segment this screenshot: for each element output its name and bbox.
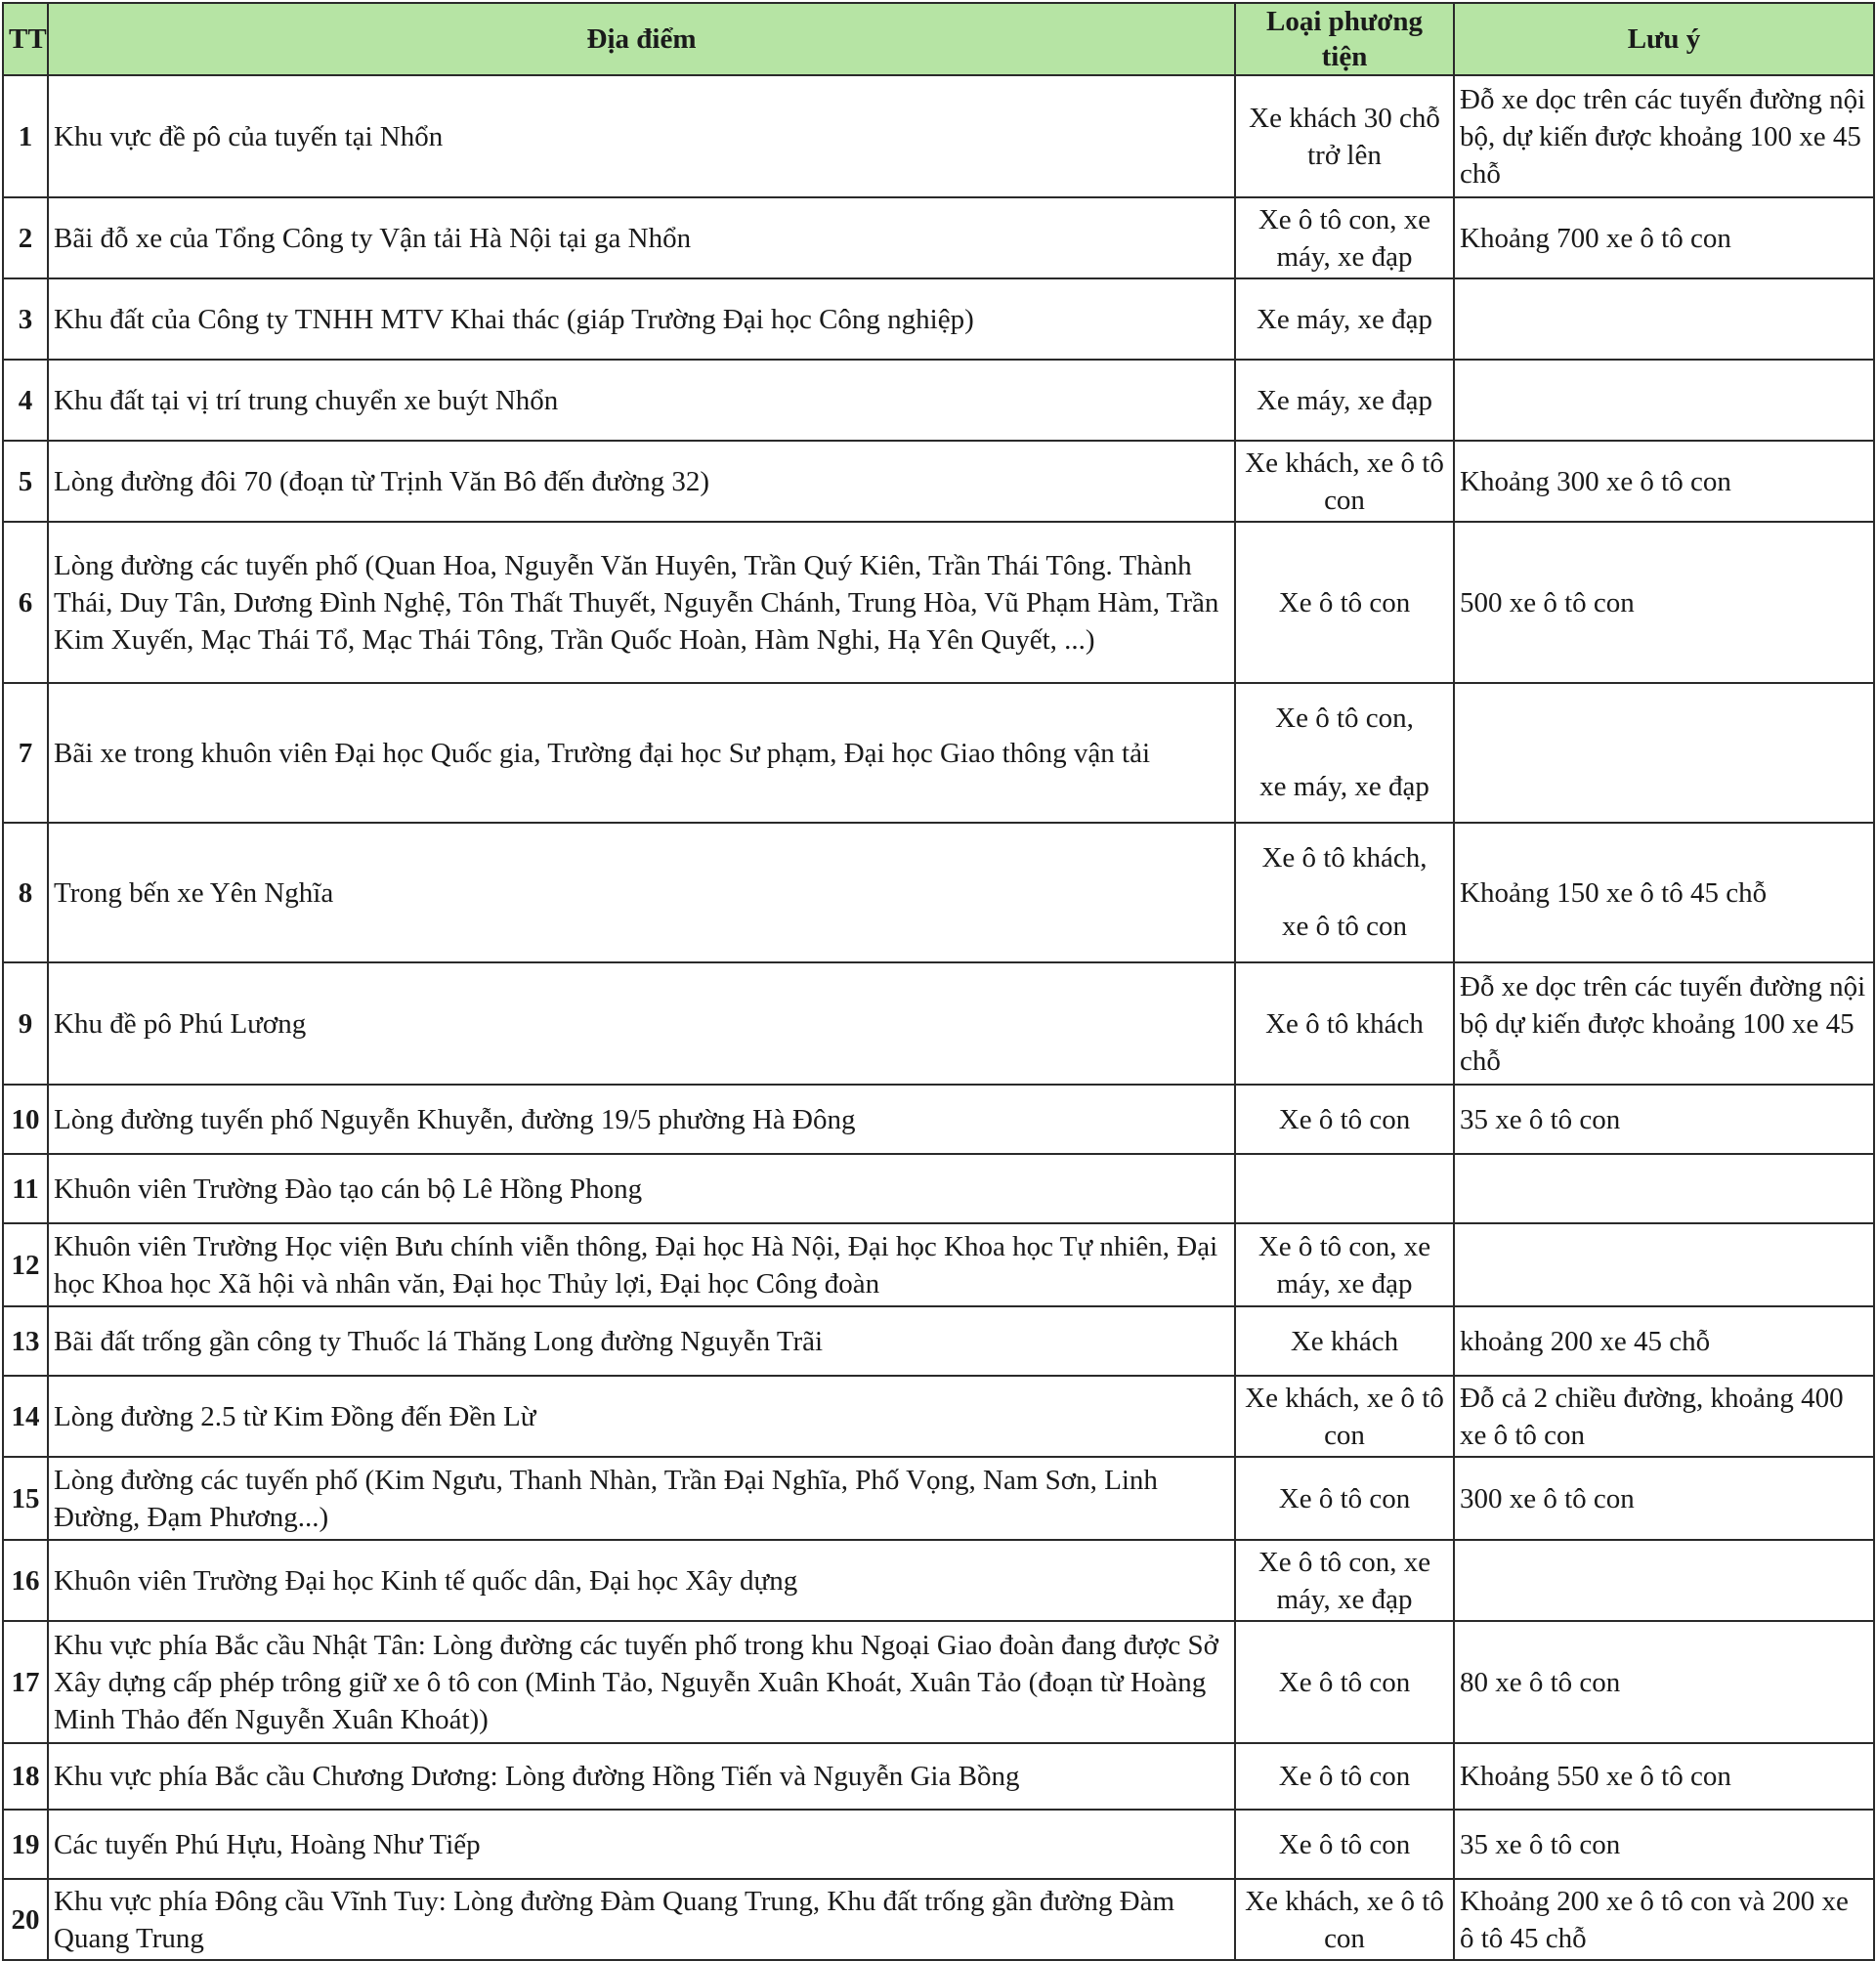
vehicle-type-cell: Xe ô tô con xyxy=(1235,1457,1454,1540)
row-number: 3 xyxy=(3,278,48,360)
row-number: 8 xyxy=(3,823,48,962)
location-cell: Lòng đường đôi 70 (đoạn từ Trịnh Văn Bô đến đường 32) xyxy=(48,441,1235,522)
note-cell: 300 xe ô tô con xyxy=(1454,1457,1874,1540)
header-row xyxy=(3,3,1874,75)
location-cell: Khu vực phía Đông cầu Vĩnh Tuy: Lòng đường Đàm Quang Trung, Khu đất trống gần đường Đàm Quang Trung xyxy=(48,1879,1235,1960)
location-cell: Khu vực đề pô của tuyến tại Nhổn xyxy=(48,75,1235,197)
vehicle-type-cell: Xe máy, xe đạp xyxy=(1235,278,1454,360)
note-cell: 80 xe ô tô con xyxy=(1454,1621,1874,1743)
vehicle-type-cell: Xe máy, xe đạp xyxy=(1235,360,1454,441)
location-cell: Bãi đỗ xe của Tổng Công ty Vận tải Hà Nội tại ga Nhổn xyxy=(48,197,1235,278)
vehicle-type-cell: Xe ô tô con, xe máy, xe đạp xyxy=(1235,1223,1454,1306)
location-cell: Bãi đất trống gần công ty Thuốc lá Thăng Long đường Nguyễn Trãi xyxy=(48,1306,1235,1376)
location-cell: Các tuyến Phú Hựu, Hoàng Như Tiếp xyxy=(48,1810,1235,1879)
row-number: 5 xyxy=(3,441,48,522)
note-cell: Đỗ xe dọc trên các tuyến đường nội bộ, dự kiến được khoảng 100 xe 45 chỗ xyxy=(1454,75,1874,197)
table-row xyxy=(3,823,1874,962)
row-number: 15 xyxy=(3,1457,48,1540)
table-row xyxy=(3,683,1874,823)
row-number: 17 xyxy=(3,1621,48,1743)
note-cell: Khoảng 200 xe ô tô con và 200 xe ô tô 45 chỗ xyxy=(1454,1879,1874,1960)
row-number: 4 xyxy=(3,360,48,441)
vehicle-type-cell: Xe ô tô con xyxy=(1235,522,1454,683)
vehicle-type-line: xe ô tô con xyxy=(1281,911,1408,942)
vehicle-type-cell: Xe khách, xe ô tô con xyxy=(1235,1376,1454,1457)
vehicle-type-cell: Xe khách, xe ô tô con xyxy=(1235,1879,1454,1960)
note-cell: 35 xe ô tô con xyxy=(1454,1810,1874,1879)
vehicle-type-cell: Xe khách, xe ô tô con xyxy=(1235,441,1454,522)
parking-locations-table xyxy=(2,2,1875,1961)
vehicle-type-cell: Xe khách xyxy=(1235,1306,1454,1376)
vehicle-type-cell xyxy=(1235,823,1454,962)
vehicle-type-cell: Xe ô tô con xyxy=(1235,1621,1454,1743)
table-row xyxy=(3,1879,1874,1960)
vehicle-type-line: Xe ô tô con, xyxy=(1275,703,1414,734)
note-cell: Khoảng 300 xe ô tô con xyxy=(1454,441,1874,522)
location-cell: Khu đất của Công ty TNHH MTV Khai thác (giáp Trường Đại học Công nghiệp) xyxy=(48,278,1235,360)
note-cell: 35 xe ô tô con xyxy=(1454,1085,1874,1154)
location-cell: Khuôn viên Trường Đào tạo cán bộ Lê Hồng Phong xyxy=(48,1154,1235,1223)
note-cell: Đỗ xe dọc trên các tuyến đường nội bộ dự kiến được khoảng 100 xe 45 chỗ xyxy=(1454,962,1874,1085)
note-cell xyxy=(1454,1223,1874,1306)
row-number: 13 xyxy=(3,1306,48,1376)
table-row xyxy=(3,962,1874,1085)
vehicle-type-cell: Xe ô tô con xyxy=(1235,1743,1454,1810)
table-row xyxy=(3,1085,1874,1154)
header-tt: TT xyxy=(3,3,48,75)
table-row xyxy=(3,278,1874,360)
vehicle-type-cell: Xe khách 30 chỗ trở lên xyxy=(1235,75,1454,197)
row-number: 14 xyxy=(3,1376,48,1457)
header-note: Lưu ý xyxy=(1454,3,1874,75)
vehicle-type-cell: Xe ô tô con, xe máy, xe đạp xyxy=(1235,197,1454,278)
vehicle-type-line: Xe ô tô khách, xyxy=(1261,842,1428,874)
table-row xyxy=(3,1154,1874,1223)
note-cell: Đỗ cả 2 chiều đường, khoảng 400 xe ô tô con xyxy=(1454,1376,1874,1457)
table-row xyxy=(3,1306,1874,1376)
header-vehicle-type: Loại phương tiện xyxy=(1235,3,1454,75)
table-row xyxy=(3,522,1874,683)
table-row xyxy=(3,1457,1874,1540)
note-cell xyxy=(1454,683,1874,823)
note-cell xyxy=(1454,1540,1874,1621)
table-row xyxy=(3,360,1874,441)
vehicle-type-cell: Xe ô tô con xyxy=(1235,1810,1454,1879)
row-number: 6 xyxy=(3,522,48,683)
note-cell: Khoảng 150 xe ô tô 45 chỗ xyxy=(1454,823,1874,962)
row-number: 1 xyxy=(3,75,48,197)
row-number: 19 xyxy=(3,1810,48,1879)
header-location: Địa điểm xyxy=(48,3,1235,75)
location-cell: Khu vực phía Bắc cầu Nhật Tân: Lòng đường các tuyến phố trong khu Ngoại Giao đoàn đang được Sở Xây dựng cấp phép trông giữ xe ô tô con (Minh Tảo, Nguyễn Xuân Khoát, Xuân Tảo (đoạn từ Hoàng Minh Thảo đến Nguyễn Xuân Khoát)) xyxy=(48,1621,1235,1743)
note-cell xyxy=(1454,360,1874,441)
location-cell: Lòng đường tuyến phố Nguyễn Khuyễn, đường 19/5 phường Hà Đông xyxy=(48,1085,1235,1154)
vehicle-type-cell xyxy=(1235,683,1454,823)
row-number: 7 xyxy=(3,683,48,823)
table-row xyxy=(3,441,1874,522)
vehicle-type-cell xyxy=(1235,1154,1454,1223)
location-cell: Khu đất tại vị trí trung chuyển xe buýt Nhổn xyxy=(48,360,1235,441)
vehicle-type-cell: Xe ô tô con xyxy=(1235,1085,1454,1154)
location-cell: Khu vực phía Bắc cầu Chương Dương: Lòng đường Hồng Tiến và Nguyễn Gia Bồng xyxy=(48,1743,1235,1810)
row-number: 12 xyxy=(3,1223,48,1306)
vehicle-type-line: xe máy, xe đạp xyxy=(1259,771,1429,802)
table-row xyxy=(3,1376,1874,1457)
row-number: 11 xyxy=(3,1154,48,1223)
row-number: 9 xyxy=(3,962,48,1085)
table-row xyxy=(3,1621,1874,1743)
note-cell: 500 xe ô tô con xyxy=(1454,522,1874,683)
location-cell: Khuôn viên Trường Học viện Bưu chính viễn thông, Đại học Hà Nội, Đại học Khoa học Tự nhiên, Đại học Khoa học Xã hội và nhân văn, Đại học Thủy lợi, Đại học Công đoàn xyxy=(48,1223,1235,1306)
table-row xyxy=(3,1810,1874,1879)
row-number: 20 xyxy=(3,1879,48,1960)
location-cell: Lòng đường 2.5 từ Kim Đồng đến Đền Lừ xyxy=(48,1376,1235,1457)
table-row xyxy=(3,1540,1874,1621)
note-cell: Khoảng 700 xe ô tô con xyxy=(1454,197,1874,278)
location-cell: Bãi xe trong khuôn viên Đại học Quốc gia, Trường đại học Sư phạm, Đại học Giao thông vận tải xyxy=(48,683,1235,823)
row-number: 10 xyxy=(3,1085,48,1154)
row-number: 16 xyxy=(3,1540,48,1621)
table-row xyxy=(3,1223,1874,1306)
location-cell: Lòng đường các tuyến phố (Kim Ngưu, Thanh Nhàn, Trần Đại Nghĩa, Phố Vọng, Nam Sơn, Linh Đường, Đạm Phương...) xyxy=(48,1457,1235,1540)
location-cell: Lòng đường các tuyến phố (Quan Hoa, Nguyễn Văn Huyên, Trần Quý Kiên, Trần Thái Tông. Thành Thái, Duy Tân, Dương Đình Nghệ, Tôn Thất Thuyết, Nguyễn Chánh, Trung Hòa, Vũ Phạm Hàm, Trần Kim Xuyến, Mạc Thái Tổ, Mạc Thái Tông, Trần Quốc Hoàn, Hàm Nghi, Hạ Yên Quyết, ...) xyxy=(48,522,1235,683)
note-cell: Khoảng 550 xe ô tô con xyxy=(1454,1743,1874,1810)
table-header xyxy=(3,3,1874,75)
note-cell: khoảng 200 xe 45 chỗ xyxy=(1454,1306,1874,1376)
table-row xyxy=(3,197,1874,278)
location-cell: Khu đề pô Phú Lương xyxy=(48,962,1235,1085)
row-number: 18 xyxy=(3,1743,48,1810)
table-body xyxy=(3,75,1874,1960)
vehicle-type-cell: Xe ô tô khách xyxy=(1235,962,1454,1085)
row-number: 2 xyxy=(3,197,48,278)
table-row xyxy=(3,75,1874,197)
note-cell xyxy=(1454,1154,1874,1223)
note-cell xyxy=(1454,278,1874,360)
table-row xyxy=(3,1743,1874,1810)
location-cell: Khuôn viên Trường Đại học Kinh tế quốc dân, Đại học Xây dựng xyxy=(48,1540,1235,1621)
location-cell: Trong bến xe Yên Nghĩa xyxy=(48,823,1235,962)
vehicle-type-cell: Xe ô tô con, xe máy, xe đạp xyxy=(1235,1540,1454,1621)
